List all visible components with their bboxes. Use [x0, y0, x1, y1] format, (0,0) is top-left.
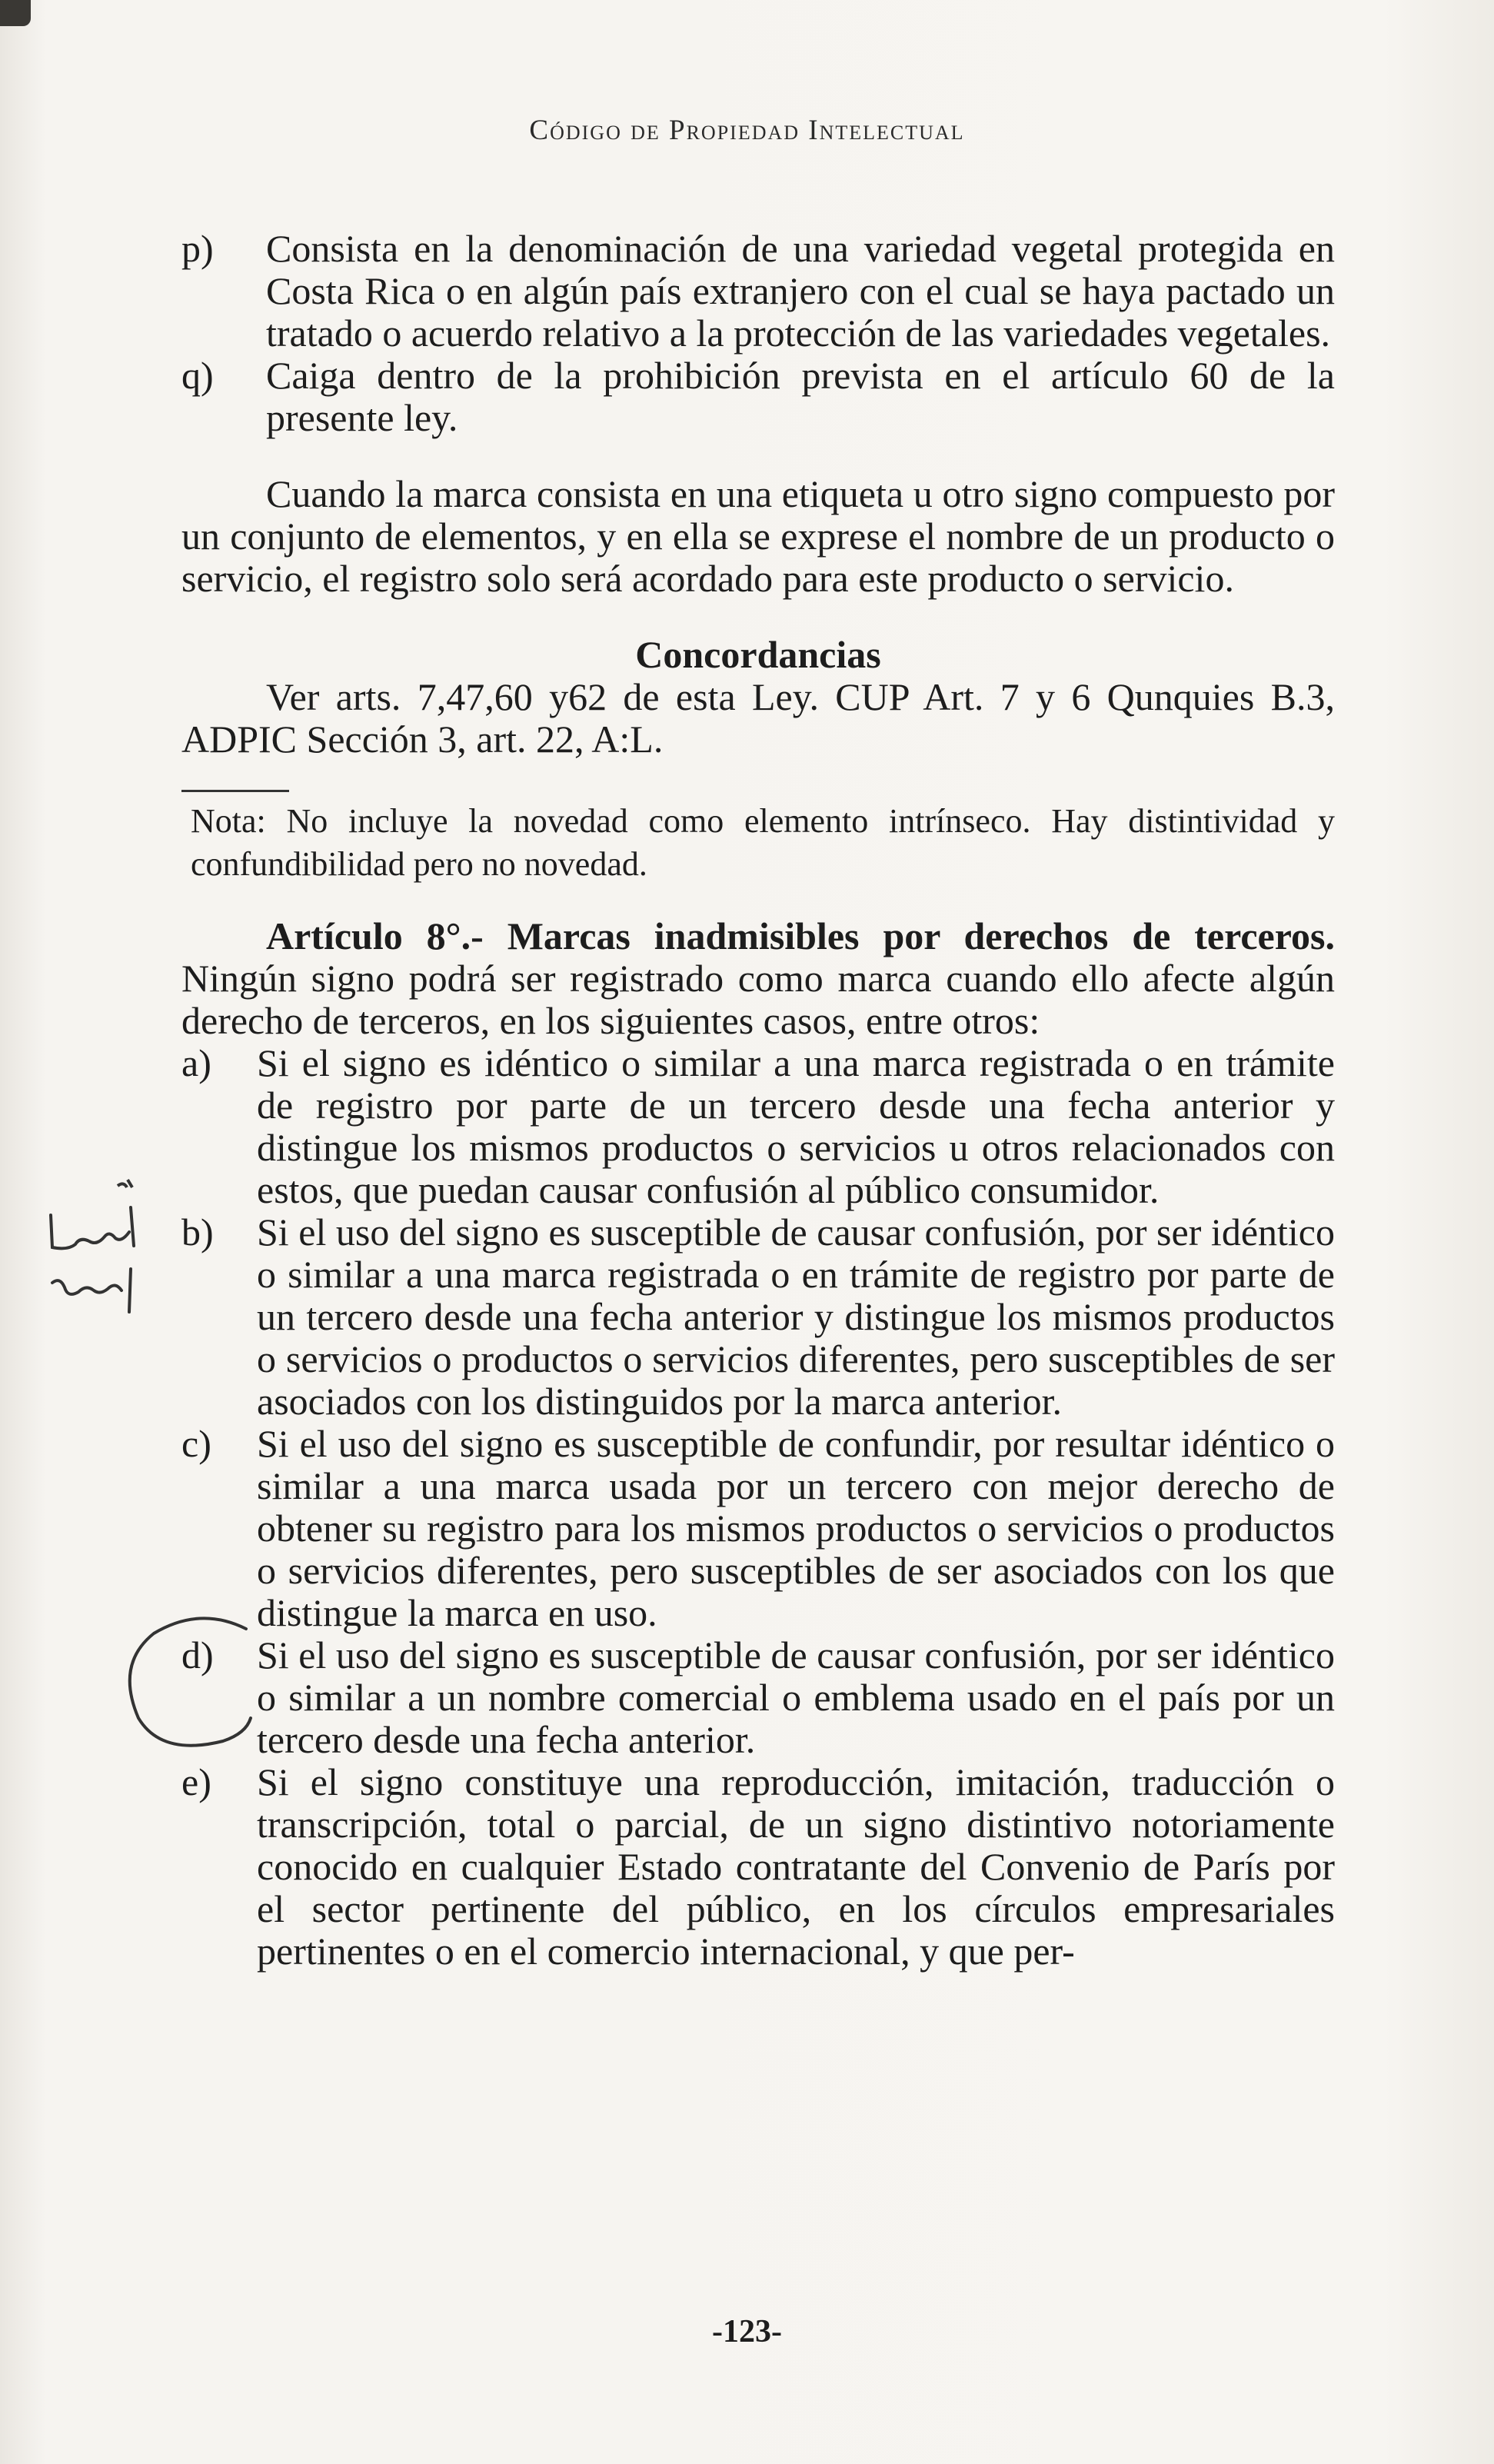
article-item-a [181, 1042, 1335, 1211]
hand-drawn-circle [115, 1613, 269, 1752]
footnote-text: Nota: No incluye la novedad como elemento intrínseco. Hay distintividad y confundibilidad pero no novedad. [191, 802, 1335, 883]
article-item-c [181, 1423, 1335, 1634]
page-number: -123- [712, 2314, 782, 2349]
item-text: Si el uso del signo es susceptible de causar confusión, por ser idéntico o similar a un nombre comercial o emblema usado en el país por un tercero desde una fecha anterior. [257, 1633, 1335, 1761]
item-text: Consista en la denominación de una variedad vegetal protegida en Costa Rica o en algún país extranjero con el cual se haya pactado un tratado o acuerdo relativo a la protección de las variedades vegetales. [266, 227, 1335, 355]
page-body [181, 228, 1335, 1973]
handwritten-margin-note [45, 1177, 183, 1354]
list-item-q [181, 355, 1335, 439]
item-text: Si el uso del signo es susceptible de confundir, por resultar idéntico o similar a una marca usada por un tercero con mejor derecho de obtener su registro para los mismos productos o servicios o productos o servicios diferentes, pero susceptibles de ser asociados con los que distingue la marca en uso. [257, 1422, 1335, 1634]
article-item-d [181, 1634, 1335, 1761]
article-intro: Ningún signo podrá ser registrado como marca cuando ello afecte algún derecho de terceros, en los siguientes casos, entre otros: [181, 957, 1335, 1042]
item-label: b) [181, 1210, 214, 1254]
scan-corner [0, 0, 31, 26]
running-header: Código de Propiedad Intelectual [529, 115, 965, 146]
item-label: d) [181, 1633, 214, 1677]
article-item-b [181, 1211, 1335, 1423]
item-text: Si el uso del signo es susceptible de causar confusión, por ser idéntico o similar a una marca registrada o en trámite de registro por parte de un tercero desde una fecha anterior y distingue los mismos productos o servicios o productos o servicios diferentes, pero susceptibles de ser asociados con los distinguidos por la marca anterior. [257, 1210, 1335, 1423]
article-item-e [181, 1761, 1335, 1973]
item-label: q) [181, 354, 214, 397]
paragraph-mark-composite: Cuando la marca consista en una etiqueta u otro signo compuesto por un conjunto de elementos, y en ella se exprese el nombre de un producto o servicio, el registro solo será acordado para este producto o servicio. [181, 472, 1335, 600]
concordancias-heading: Concordancias [635, 633, 881, 676]
item-label: e) [181, 1760, 211, 1803]
item-text: Caiga dentro de la prohibición prevista en el artículo 60 de la presente ley. [266, 354, 1335, 439]
item-label: c) [181, 1422, 211, 1465]
footnote-rule [181, 790, 289, 792]
item-label: p) [181, 227, 214, 270]
concordancias-text: Ver arts. 7,47,60 y62 de esta Ley. CUP Art. 7 y 6 Qunquies B.3, ADPIC Sección 3, art. 22, A:L. [181, 675, 1335, 761]
item-label: a) [181, 1041, 211, 1084]
article-8 [181, 915, 1335, 1042]
article-title: Artículo 8°.- Marcas inadmisibles por derechos de terceros. [266, 914, 1335, 957]
item-text: Si el signo constituye una reproducción, imitación, traducción o transcripción, total o parcial, de un signo distintivo notoriamente conocido en cualquier Estado contratante del Convenio de París por el sector pertinente del público, en los círculos empresariales pertinentes o en el comercio internacional, y que per- [257, 1760, 1335, 1973]
item-text: Si el signo es idéntico o similar a una marca registrada o en trámite de registro por parte de un tercero desde una fecha anterior y distingue los mismos productos o servicios u otros relacionados con estos, que puedan causar confusión al público consumidor. [257, 1041, 1335, 1211]
list-item-p [181, 228, 1335, 355]
